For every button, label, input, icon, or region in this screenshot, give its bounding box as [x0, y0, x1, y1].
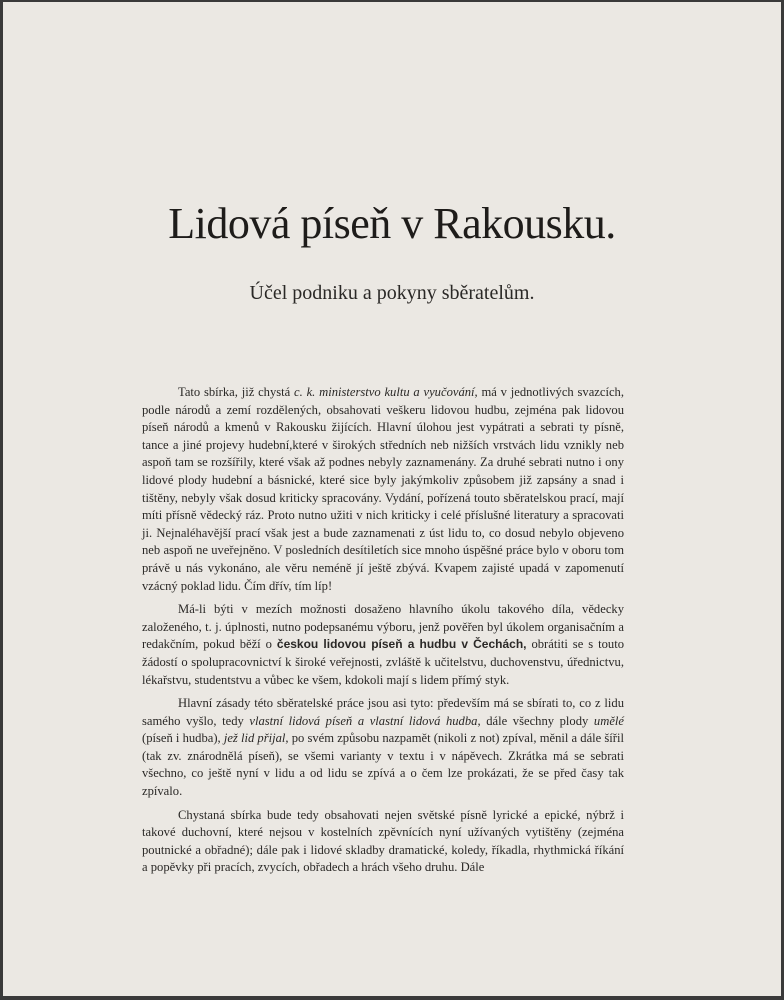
paragraph-3: Hlavní zásady této sběratelské práce jsou asi tyto: především má se sbírati to, co z lidu samého vyšlo, tedy vlastní lidová píseň a vlastní lidová hudba, dále všechny plody umělé (píseň i hudba), jež lid přijal, po svém způsobu nazpamět (nikoli z not) zpíval, měnil a dále šířil (tak zv. znárodnělá píseň), se všemi varianty v textu i v nápěvech. Zkrátka má se sebrati všechno, co ještě nyní v lidu a od lidu se zpívá a o čem lze prokázati, že se před časy tak zpívalo. — [142, 696, 624, 799]
paragraph-1: Tato sbírka, již chystá c. k. ministerstvo kultu a vyučování, má v jednotlivých svazcích, podle národů a zemí rozdělených, obsahovati veškeru lidovou hudbu, zejména pak lidovou píseň národů a kmenů v Rakousku žijících. Hlavní úlohou jest vypátrati a sebrati ty písně, tance a jiné projevy hudební,které v širokých středních neb nižších vrstvách lidu vznikly neb aspoň tam se rozšířily, které však až podnes nebyly zaznamenány. Za druhé sebrati nutno i ony lidové plody hudební a básnické, které sice byly jakýmkoliv způsobem již zapsány a snad i tištěny, nebyly však dosud kriticky spracovány. Vydání, pořízená touto sběratelskou prací, mají míti přísně vědecký ráz. Proto nutno užiti v nich kriticky i celé příslušné literatury a spracovati ji. Nejnaléhavější prací však jest a bude zaznamenati z úst lidu to, co dosud nebylo objeveno neb aspoň ne uveřejněno. V posledních desítiletích sice mnoho úspěšné práce bylo v oboru tom právě u nás vykonáno, ale věru neméně jí ještě zbývá. Kvapem zajisté upadá v zapomenutí vzácný poklad lidu. Čím dřív, tím líp! — [142, 385, 624, 593]
document-subtitle: Účel podniku a pokyny sběratelům. — [249, 282, 535, 304]
document-title: Lidová píseň v Rakousku. — [168, 199, 616, 248]
emphasis-adopted: jež lid přijal, — [223, 731, 289, 746]
document-body — [142, 384, 624, 883]
paragraph-2: Má-li býti v mezích možnosti dosaženo hlavního úkolu takového díla, vědecky založeného, t. j. úplnosti, nutno podepsanému výboru, jenž pověřen byl úkolem organisačním a redakčním, pokud běží o českou lidovou píseň a hudbu v Čechách, obrátiti se s touto žádostí o spolupracovnictví k široké veřejnosti, zvláště k učitelstvu, duchovenstvu, úřednictvu, lékařstvu, studentstvu a vůbec ke všem, kdokoli mají s lidem přímý styk. — [142, 602, 624, 687]
emphasis-artificial: umělé — [593, 713, 624, 728]
emphasis-ministry: c. k. ministerstvo kultu a vyučování, — [294, 385, 478, 399]
emphasis-czech-folk-song: českou lidovou píseň a hudbu v Čechách, — [276, 637, 527, 652]
emphasis-folk-song-music: vlastní lidová píseň a vlastní lidová hudba, — [249, 713, 481, 728]
paragraph-4: Chystaná sbírka bude tedy obsahovati nejen světské písně lyrické a epické, nýbrž i takové duchovní, které nejsou v kostelních zpěvnících nyní užívaných vytištěny (zejména poutnické a obřadné); dále pak i lidové skladby dramatické, koledy, říkadla, rhythmická říkání a popěvky při pracích, zvycích, obřadech a hrách všeho druhu. Dále — [142, 807, 624, 875]
document-page — [3, 2, 781, 996]
